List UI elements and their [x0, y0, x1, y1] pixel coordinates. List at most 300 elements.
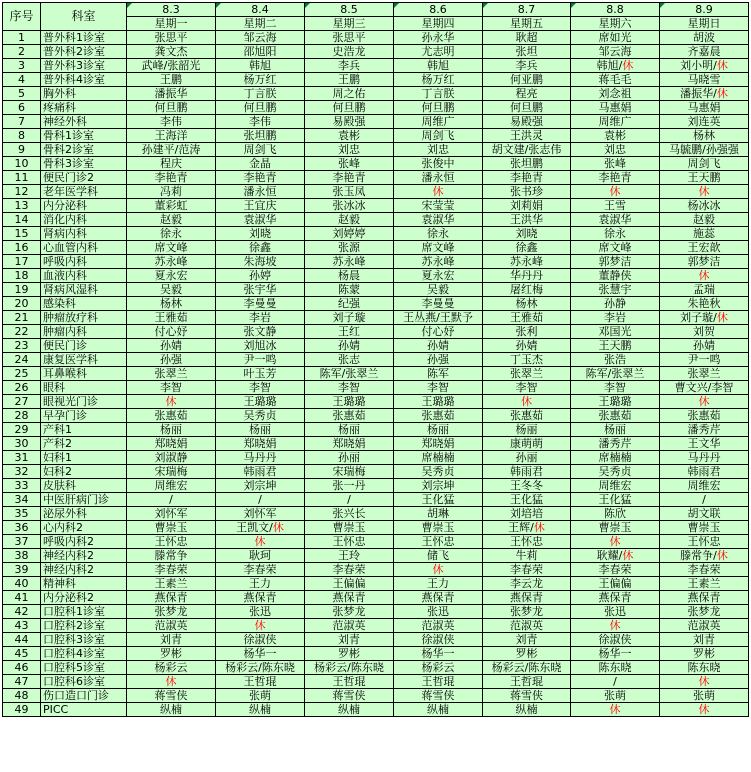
- weekday-header-2: 星期三: [305, 17, 394, 31]
- doctor-cell: 王海洋: [127, 129, 216, 143]
- doctor-cell: 燕保青: [571, 591, 660, 605]
- weekday-header-1: 星期二: [216, 17, 305, 31]
- doctor-cell: 李春荣: [305, 563, 394, 577]
- row-index: 36: [3, 521, 41, 535]
- table-row: [3, 437, 749, 451]
- doctor-cell: /: [305, 493, 394, 507]
- department-name: 血液内科: [41, 269, 127, 283]
- doctor-cell: 张惠茹: [394, 409, 483, 423]
- department-name: 口腔科5诊室: [41, 661, 127, 675]
- date-header-6: 8.9: [660, 3, 749, 17]
- date-header-0: 8.3: [127, 3, 216, 17]
- doctor-cell: 郑晓娟: [216, 437, 305, 451]
- department-name: 心内科2: [41, 521, 127, 535]
- doctor-cell: 王哲琨: [305, 675, 394, 689]
- row-index: 25: [3, 367, 41, 381]
- table-row: [3, 493, 749, 507]
- row-index: 1: [3, 31, 41, 45]
- row-index: 18: [3, 269, 41, 283]
- doctor-cell: 袁淑华: [394, 213, 483, 227]
- row-index: 34: [3, 493, 41, 507]
- doctor-cell: 屠红梅: [483, 283, 571, 297]
- doctor-cell: 刘青: [483, 633, 571, 647]
- doctor-cell: 席文峰: [571, 241, 660, 255]
- doctor-cell: 张惠茹: [483, 409, 571, 423]
- doctor-cell: 杨丽: [571, 423, 660, 437]
- doctor-cell: 尤志明: [394, 45, 483, 59]
- date-header-1: 8.4: [216, 3, 305, 17]
- doctor-cell: 杨华一: [394, 647, 483, 661]
- doctor-cell: 张萌: [660, 689, 749, 703]
- department-name: 口腔科6诊室: [41, 675, 127, 689]
- doctor-cell: 苏永峰: [394, 255, 483, 269]
- doctor-cell: 李春荣: [660, 563, 749, 577]
- rest-marker: 休: [622, 549, 634, 562]
- doctor-cell: 陈蒙: [305, 283, 394, 297]
- doctor-cell: 休: [660, 185, 749, 199]
- doctor-cell: 杨冰冰: [660, 199, 749, 213]
- doctor-cell: 李艳青: [571, 171, 660, 185]
- doctor-cell: 张一丹: [305, 479, 394, 493]
- doctor-cell: 王鹏: [127, 73, 216, 87]
- doctor-cell: 王雅茹: [483, 311, 571, 325]
- row-index: 4: [3, 73, 41, 87]
- table-row: [3, 577, 749, 591]
- doctor-cell: 金晶: [216, 157, 305, 171]
- doctor-cell: 刘子璇: [305, 311, 394, 325]
- doctor-cell: 周维广: [571, 115, 660, 129]
- table-row: [3, 45, 749, 59]
- doctor-cell: 马惠娟: [660, 101, 749, 115]
- department-name: 口腔科1诊室: [41, 605, 127, 619]
- doctor-cell: 施蕊: [660, 227, 749, 241]
- doctor-cell: 杨林: [660, 129, 749, 143]
- doctor-cell: 周剑飞: [394, 129, 483, 143]
- doctor-cell: 袁淑华: [216, 213, 305, 227]
- doctor-cell: 杨华一: [216, 647, 305, 661]
- doctor-cell: 杨万红: [216, 73, 305, 87]
- row-index: 20: [3, 297, 41, 311]
- doctor-cell: 杨万红: [394, 73, 483, 87]
- doctor-cell: 苏永峰: [127, 255, 216, 269]
- doctor-cell: 李智: [305, 381, 394, 395]
- doctor-cell: 杨丽: [305, 423, 394, 437]
- doctor-cell: 王洪灵: [483, 129, 571, 143]
- table-row: [3, 661, 749, 675]
- doctor-cell: 徐淑侠: [394, 633, 483, 647]
- doctor-cell: 李岩: [216, 311, 305, 325]
- row-index: 31: [3, 451, 41, 465]
- doctor-cell: 夏永宏: [127, 269, 216, 283]
- doctor-cell: 曹崇玉: [394, 521, 483, 535]
- doctor-cell: 冯莉: [127, 185, 216, 199]
- doctor-cell: 王力: [394, 577, 483, 591]
- doctor-cell: 纵楠: [216, 703, 305, 717]
- doctor-cell: 袁淑华: [571, 213, 660, 227]
- doctor-cell: 张志: [305, 353, 394, 367]
- doctor-cell: 休: [127, 395, 216, 409]
- doctor-cell: 杨林: [127, 297, 216, 311]
- doctor-cell: 潘振华: [127, 87, 216, 101]
- doctor-cell: 刘晓: [483, 227, 571, 241]
- doctor-cell: 刘婷婷: [305, 227, 394, 241]
- doctor-cell: 杨彩云/陈东晓: [483, 661, 571, 675]
- table-row: [3, 409, 749, 423]
- doctor-cell: 程亮: [483, 87, 571, 101]
- doctor-cell: 陈东晓: [660, 661, 749, 675]
- department-name: 普外科1诊室: [41, 31, 127, 45]
- doctor-cell: 蒋雪侠: [394, 689, 483, 703]
- doctor-cell: 张翠兰: [483, 367, 571, 381]
- row-index: 45: [3, 647, 41, 661]
- doctor-cell: 马晓雪: [660, 73, 749, 87]
- department-name: 普外科2诊室: [41, 45, 127, 59]
- doctor-cell: 丁言朕: [216, 87, 305, 101]
- table-row: [3, 185, 749, 199]
- department-name: 呼吸内科: [41, 255, 127, 269]
- doctor-cell: 吴秀贞: [571, 465, 660, 479]
- doctor-cell: 宋瑞梅: [305, 465, 394, 479]
- doctor-cell: 何旦鹏: [216, 101, 305, 115]
- doctor-cell: 耿超: [483, 31, 571, 45]
- doctor-cell: 李岩: [571, 311, 660, 325]
- doctor-cell: 休: [660, 703, 749, 717]
- doctor-cell: 胡文建/张志伟: [483, 143, 571, 157]
- department-name: 内分泌科: [41, 199, 127, 213]
- doctor-cell: 王璐璐: [305, 395, 394, 409]
- table-row: [3, 633, 749, 647]
- cell-comment-marker-icon: [483, 3, 488, 8]
- doctor-cell: 王怀忠: [305, 535, 394, 549]
- doctor-cell: 吴秀贞: [394, 465, 483, 479]
- doctor-cell: 邓国光: [571, 325, 660, 339]
- rest-marker: 休: [272, 521, 284, 534]
- department-name: 感染科: [41, 297, 127, 311]
- date-header-4: 8.7: [483, 3, 571, 17]
- row-index: 27: [3, 395, 41, 409]
- doctor-cell: 李智: [216, 381, 305, 395]
- doctor-cell: 邵旭阳: [216, 45, 305, 59]
- doctor-cell: 王璐璐: [394, 395, 483, 409]
- doctor-cell: 刘晓: [216, 227, 305, 241]
- doctor-cell: 燕保青: [394, 591, 483, 605]
- row-index: 23: [3, 339, 41, 353]
- doctor-cell: 曹崇玉: [127, 521, 216, 535]
- doctor-cell: 苏永峰: [305, 255, 394, 269]
- doctor-cell: 王化猛: [394, 493, 483, 507]
- department-name: 泌尿外科: [41, 507, 127, 521]
- department-name: 产科1: [41, 423, 127, 437]
- weekday-header-0: 星期一: [127, 17, 216, 31]
- rest-marker: 休: [716, 549, 728, 562]
- doctor-cell: 徐鑫: [216, 241, 305, 255]
- row-index: 6: [3, 101, 41, 115]
- doctor-cell: 范淑英: [660, 619, 749, 633]
- cell-comment-marker-icon: [660, 3, 665, 8]
- doctor-cell: 徐淑侠: [571, 633, 660, 647]
- doctor-cell: 吴秀贞: [216, 409, 305, 423]
- doctor-cell: 陈东晓: [571, 661, 660, 675]
- department-name: 精神科: [41, 577, 127, 591]
- table-row: [3, 465, 749, 479]
- doctor-cell: 李艳青: [127, 171, 216, 185]
- doctor-cell: 吴毅: [394, 283, 483, 297]
- table-row: [3, 339, 749, 353]
- doctor-cell: 杨丽: [483, 423, 571, 437]
- doctor-cell: 周剑飞: [216, 143, 305, 157]
- doctor-cell: 王凯文/休: [216, 521, 305, 535]
- doctor-cell: 易殿强: [483, 115, 571, 129]
- department-name: 伤口造口门诊: [41, 689, 127, 703]
- row-index: 49: [3, 703, 41, 717]
- department-name: 内分泌科2: [41, 591, 127, 605]
- doctor-cell: 周维宏: [127, 479, 216, 493]
- department-name: 骨科3诊室: [41, 157, 127, 171]
- doctor-cell: 李艳青: [483, 171, 571, 185]
- doctor-cell: 张梦龙: [483, 605, 571, 619]
- doctor-cell: 休: [660, 675, 749, 689]
- doctor-cell: 杨彩云: [127, 661, 216, 675]
- department-name: 中医肝病门诊: [41, 493, 127, 507]
- doctor-cell: 李兵: [305, 59, 394, 73]
- doctor-cell: 张思平: [127, 31, 216, 45]
- doctor-cell: 胡琳: [394, 507, 483, 521]
- row-index: 11: [3, 171, 41, 185]
- doctor-cell: 蒋雪侠: [305, 689, 394, 703]
- table-row: [3, 535, 749, 549]
- doctor-cell: 王怀忠: [660, 535, 749, 549]
- doctor-cell: 宋莹莹: [394, 199, 483, 213]
- doctor-cell: 蒋雪侠: [127, 689, 216, 703]
- department-name: 肿瘤放疗科: [41, 311, 127, 325]
- doctor-cell: 郑晓娟: [305, 437, 394, 451]
- doctor-cell: 尹一鸣: [660, 353, 749, 367]
- doctor-cell: 赵毅: [305, 213, 394, 227]
- doctor-cell: 吴毅: [127, 283, 216, 297]
- row-index: 3: [3, 59, 41, 73]
- doctor-cell: 孙强: [127, 353, 216, 367]
- doctor-cell: 范淑英: [305, 619, 394, 633]
- doctor-cell: 徐永: [571, 227, 660, 241]
- row-index: 2: [3, 45, 41, 59]
- doctor-cell: 张文静: [216, 325, 305, 339]
- doctor-cell: 滕常争/休: [660, 549, 749, 563]
- doctor-cell: 杨彩云/陈东晓: [216, 661, 305, 675]
- row-index: 38: [3, 549, 41, 563]
- table-row: [3, 451, 749, 465]
- doctor-cell: 李智: [127, 381, 216, 395]
- doctor-cell: 张玉凤: [305, 185, 394, 199]
- doctor-cell: 孙婧: [660, 339, 749, 353]
- doctor-cell: 杨华一: [571, 647, 660, 661]
- doctor-cell: 席楠楠: [394, 451, 483, 465]
- doctor-cell: 刘淑静: [127, 451, 216, 465]
- doctor-cell: 李智: [394, 381, 483, 395]
- doctor-cell: 纵楠: [305, 703, 394, 717]
- department-name: 康复医学科: [41, 353, 127, 367]
- doctor-cell: 赵毅: [660, 213, 749, 227]
- row-index: 16: [3, 241, 41, 255]
- doctor-cell: 刘子璇/休: [660, 311, 749, 325]
- department-name: 骨科1诊室: [41, 129, 127, 143]
- doctor-cell: 丁玉杰: [483, 353, 571, 367]
- row-index: 32: [3, 465, 41, 479]
- doctor-cell: 韩旭: [394, 59, 483, 73]
- doctor-cell: 张书珍: [483, 185, 571, 199]
- department-name: 神经内科2: [41, 563, 127, 577]
- doctor-cell: 刘念祖: [571, 87, 660, 101]
- department-name: 骨科2诊室: [41, 143, 127, 157]
- table-row: [3, 269, 749, 283]
- doctor-cell: 马惠娟: [571, 101, 660, 115]
- doctor-cell: 蒋毛毛: [571, 73, 660, 87]
- doctor-cell: 张惠茹: [660, 409, 749, 423]
- doctor-cell: 李艳青: [216, 171, 305, 185]
- doctor-cell: 滕常争: [127, 549, 216, 563]
- table-row: [3, 115, 749, 129]
- doctor-cell: 付心妤: [127, 325, 216, 339]
- doctor-cell: 孙婧: [305, 339, 394, 353]
- doctor-cell: 潘振华/休: [660, 87, 749, 101]
- doctor-cell: 张宇华: [216, 283, 305, 297]
- table-row: [3, 549, 749, 563]
- doctor-cell: 王天鹏: [571, 339, 660, 353]
- department-name: 消化内科: [41, 213, 127, 227]
- doctor-cell: 张峰: [571, 157, 660, 171]
- row-index: 42: [3, 605, 41, 619]
- table-row: [3, 367, 749, 381]
- dept-header: 科室: [41, 3, 127, 31]
- table-row: [3, 31, 749, 45]
- doctor-cell: 燕保青: [483, 591, 571, 605]
- doctor-cell: 郑晓娟: [127, 437, 216, 451]
- doctor-cell: 张兴长: [305, 507, 394, 521]
- table-row: [3, 129, 749, 143]
- doctor-cell: 刘青: [305, 633, 394, 647]
- doctor-cell: 张冰冰: [305, 199, 394, 213]
- department-name: 产科2: [41, 437, 127, 451]
- doctor-cell: 李春荣: [571, 563, 660, 577]
- doctor-cell: 付心妤: [394, 325, 483, 339]
- doctor-cell: 张浩: [571, 353, 660, 367]
- doctor-cell: 李云龙: [483, 577, 571, 591]
- table-row: [3, 479, 749, 493]
- doctor-cell: 孙强: [394, 353, 483, 367]
- date-header-5: 8.8: [571, 3, 660, 17]
- row-index: 12: [3, 185, 41, 199]
- row-index: 48: [3, 689, 41, 703]
- doctor-cell: 何旦鹏: [483, 101, 571, 115]
- doctor-cell: 郭梦洁: [571, 255, 660, 269]
- doctor-cell: 王鹏: [305, 73, 394, 87]
- doctor-cell: 曹崇玉: [571, 521, 660, 535]
- table-row: [3, 675, 749, 689]
- table-row: [3, 689, 749, 703]
- department-name: 眼科: [41, 381, 127, 395]
- doctor-cell: 王冬冬: [483, 479, 571, 493]
- doctor-cell: 胡波: [660, 31, 749, 45]
- date-header-row: [3, 3, 749, 17]
- table-row: [3, 171, 749, 185]
- doctor-cell: 齐嘉晨: [660, 45, 749, 59]
- row-index: 14: [3, 213, 41, 227]
- row-index: 44: [3, 633, 41, 647]
- doctor-cell: 休: [660, 395, 749, 409]
- doctor-cell: 李曼曼: [394, 297, 483, 311]
- doctor-cell: 张惠茹: [571, 409, 660, 423]
- doctor-cell: 李兵: [483, 59, 571, 73]
- row-index: 22: [3, 325, 41, 339]
- doctor-cell: 郭梦洁: [660, 255, 749, 269]
- doctor-cell: 李艳青: [305, 171, 394, 185]
- row-index: 46: [3, 661, 41, 675]
- doctor-cell: 潘秀芹: [571, 437, 660, 451]
- doctor-cell: 王辉/休: [483, 521, 571, 535]
- row-index: 5: [3, 87, 41, 101]
- doctor-cell: 刘忠: [394, 143, 483, 157]
- doctor-cell: 罗彬: [660, 647, 749, 661]
- doctor-cell: 休: [394, 563, 483, 577]
- doctor-cell: 刘忠: [571, 143, 660, 157]
- doctor-cell: 李伟: [216, 115, 305, 129]
- doctor-cell: 王化猛: [483, 493, 571, 507]
- doctor-cell: 王偏偏: [305, 577, 394, 591]
- doctor-cell: 范淑英: [483, 619, 571, 633]
- doctor-cell: 武峰/张韶光: [127, 59, 216, 73]
- doctor-cell: 宋瑞梅: [127, 465, 216, 479]
- table-row: [3, 255, 749, 269]
- rest-marker: 休: [716, 311, 728, 324]
- doctor-cell: 张梦龙: [127, 605, 216, 619]
- doctor-cell: 周维广: [394, 115, 483, 129]
- doctor-cell: 马丹丹: [660, 451, 749, 465]
- table-row: [3, 157, 749, 171]
- doctor-cell: 龚文杰: [127, 45, 216, 59]
- table-row: [3, 619, 749, 633]
- doctor-cell: 范淑英: [394, 619, 483, 633]
- doctor-cell: 杨林: [483, 297, 571, 311]
- doctor-cell: 休: [127, 675, 216, 689]
- doctor-cell: 李伟: [127, 115, 216, 129]
- row-index: 33: [3, 479, 41, 493]
- doctor-cell: 孟瑞: [660, 283, 749, 297]
- department-name: PICC: [41, 703, 127, 717]
- doctor-cell: 王哲琨: [483, 675, 571, 689]
- doctor-cell: 郑晓娟: [394, 437, 483, 451]
- doctor-cell: 休: [571, 703, 660, 717]
- doctor-cell: 张坦鹏: [483, 157, 571, 171]
- table-row: [3, 325, 749, 339]
- doctor-cell: 席文峰: [394, 241, 483, 255]
- doctor-cell: 蒋雪侠: [483, 689, 571, 703]
- doctor-cell: 休: [216, 619, 305, 633]
- doctor-cell: 牛莉: [483, 549, 571, 563]
- doctor-cell: 杨彩云: [394, 661, 483, 675]
- department-name: 心血管内科: [41, 241, 127, 255]
- doctor-cell: 张萌: [571, 689, 660, 703]
- doctor-cell: 纵楠: [127, 703, 216, 717]
- doctor-cell: 孙静: [571, 297, 660, 311]
- doctor-cell: 程庆: [127, 157, 216, 171]
- doctor-cell: 刘小明/休: [660, 59, 749, 73]
- doctor-cell: 王红: [305, 325, 394, 339]
- doctor-cell: 周维宏: [571, 479, 660, 493]
- doctor-cell: 孙建平/范涛: [127, 143, 216, 157]
- department-name: 肾病风湿科: [41, 283, 127, 297]
- department-name: 神经外科: [41, 115, 127, 129]
- table-row: [3, 423, 749, 437]
- doctor-cell: 张惠茹: [127, 409, 216, 423]
